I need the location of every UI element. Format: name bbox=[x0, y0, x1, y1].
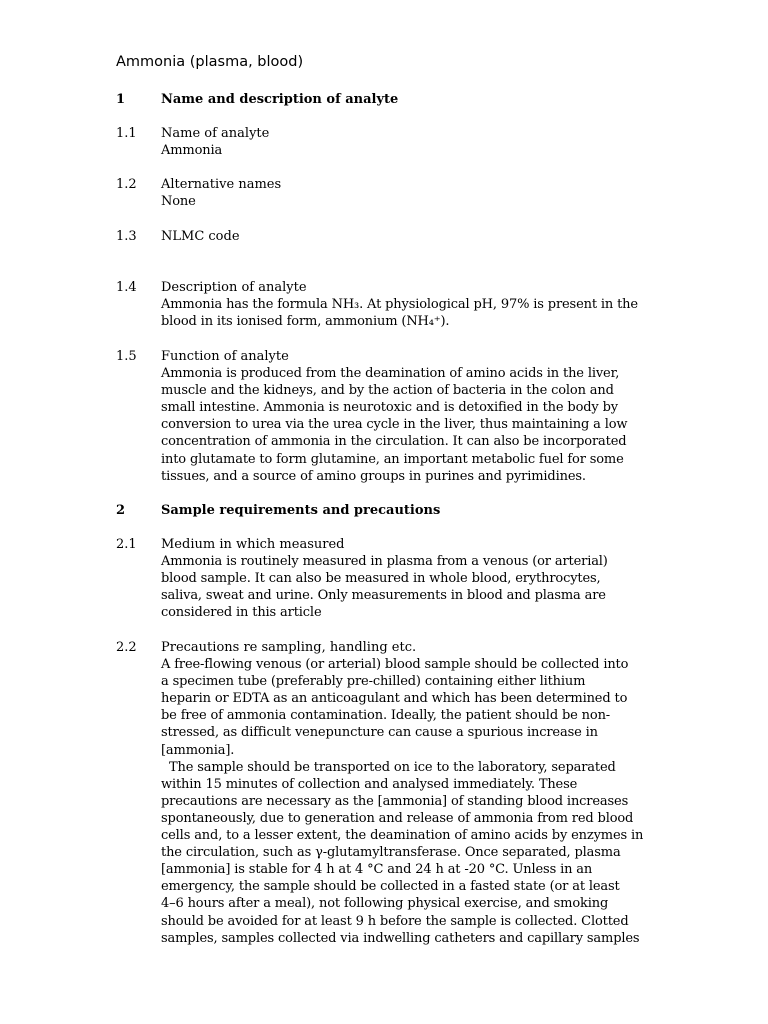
paragraph-line: A free-flowing venous (or arterial) blood sample should be collected into bbox=[161, 657, 629, 673]
section-heading: Name and description of analyte bbox=[161, 92, 399, 107]
paragraph-line: should be avoided for at least 9 h before the sample is collected. Clotted bbox=[161, 913, 629, 929]
subsection-label: Alternative names bbox=[161, 177, 282, 192]
subsection-1-1 bbox=[161, 125, 653, 159]
paragraph-line: blood in its ionised form, ammonium (NH₄⁺). bbox=[161, 314, 450, 330]
subsection-label: Function of analyte bbox=[161, 349, 289, 364]
subsection-number: 1.2 bbox=[116, 177, 137, 192]
section-number: 2 bbox=[116, 503, 126, 518]
paragraph-line: precautions are necessary as the [ammonia] of standing blood increases bbox=[161, 793, 629, 809]
subsection-2-2 bbox=[161, 639, 653, 947]
paragraph-line: 4–6 hours after a meal), not following physical exercise, and smoking bbox=[161, 896, 609, 912]
subsection-label: Medium in which measured bbox=[161, 537, 345, 552]
paragraph-line: samples, samples collected via indwelling catheters and capillary samples bbox=[161, 930, 640, 946]
subsection-label: Description of analyte bbox=[161, 280, 307, 295]
paragraph-line: Ammonia has the formula NH₃. At physiological pH, 97% is present in the bbox=[161, 297, 638, 313]
paragraph-line: [ammonia] is stable for 4 h at 4 °C and 24 h at -20 °C. Unless in an bbox=[161, 862, 593, 878]
section-heading: Sample requirements and precautions bbox=[161, 503, 441, 518]
paragraph-line: [ammonia]. bbox=[161, 742, 235, 758]
subsection-label: Precautions re sampling, handling etc. bbox=[161, 640, 417, 655]
paragraph-line: concentration of ammonia in the circulation. It can also be incorporated bbox=[161, 434, 627, 450]
paragraph-line: the circulation, such as γ-glutamyltransferase. Once separated, plasma bbox=[161, 845, 621, 861]
subsection-1-5 bbox=[161, 348, 653, 485]
subsection-number: 2.2 bbox=[116, 640, 137, 655]
subsection-number: 1.4 bbox=[116, 280, 137, 295]
document-title: Ammonia (plasma, blood) bbox=[116, 54, 304, 70]
paragraph-line: considered in this article bbox=[161, 605, 322, 621]
subsection-2-1 bbox=[161, 536, 653, 621]
paragraph-line: The sample should be transported on ice to the laboratory, separated bbox=[161, 759, 616, 775]
paragraph-line: Ammonia is routinely measured in plasma from a venous (or arterial) bbox=[161, 554, 608, 570]
paragraph-line: heparin or EDTA as an anticoagulant and which has been determined to bbox=[161, 691, 628, 707]
paragraph-line: into glutamate to form glutamine, an important metabolic fuel for some bbox=[161, 451, 624, 467]
paragraph-line: tissues, and a source of amino groups in purines and pyrimidines. bbox=[161, 468, 586, 484]
subsection-1-2 bbox=[161, 176, 653, 210]
paragraph-line: be free of ammonia contamination. Ideally, the patient should be non- bbox=[161, 708, 611, 724]
paragraph-line: within 15 minutes of collection and analysed immediately. These bbox=[161, 776, 578, 792]
subsection-number: 2.1 bbox=[116, 537, 137, 552]
subsection-number: 1.5 bbox=[116, 349, 137, 364]
section-number: 1 bbox=[116, 92, 126, 107]
paragraph-line: conversion to urea via the urea cycle in the liver, thus maintaining a low bbox=[161, 417, 628, 433]
subsection-1-4 bbox=[161, 279, 653, 330]
subsection-number: 1.1 bbox=[116, 126, 137, 141]
paragraph-line: Ammonia is produced from the deamination of amino acids in the liver, bbox=[161, 366, 620, 382]
subsection-label: Name of analyte bbox=[161, 126, 270, 141]
paragraph-line: muscle and the kidneys, and by the action of bacteria in the colon and bbox=[161, 383, 614, 399]
paragraph-line: blood sample. It can also be measured in whole blood, erythrocytes, bbox=[161, 571, 601, 587]
paragraph-line: cells and, to a lesser extent, the deamination of amino acids by enzymes in bbox=[161, 828, 644, 844]
paragraph-line: emergency, the sample should be collected in a fasted state (or at least bbox=[161, 879, 620, 895]
paragraph-line: saliva, sweat and urine. Only measurements in blood and plasma are bbox=[161, 588, 606, 604]
paragraph-line: stressed, as difficult venepuncture can cause a spurious increase in bbox=[161, 725, 598, 741]
paragraph-line: small intestine. Ammonia is neurotoxic and is detoxified in the body by bbox=[161, 400, 618, 416]
paragraph-line: a specimen tube (preferably pre-chilled) containing either lithium bbox=[161, 674, 586, 690]
paragraph-line: Ammonia bbox=[161, 143, 223, 159]
subsection-number: 1.3 bbox=[116, 229, 137, 244]
paragraph-line: spontaneously, due to generation and release of ammonia from red blood bbox=[161, 810, 634, 826]
subsection-1-3 bbox=[161, 228, 653, 245]
paragraph-line: None bbox=[161, 194, 196, 210]
subsection-label: NLMC code bbox=[161, 229, 240, 244]
